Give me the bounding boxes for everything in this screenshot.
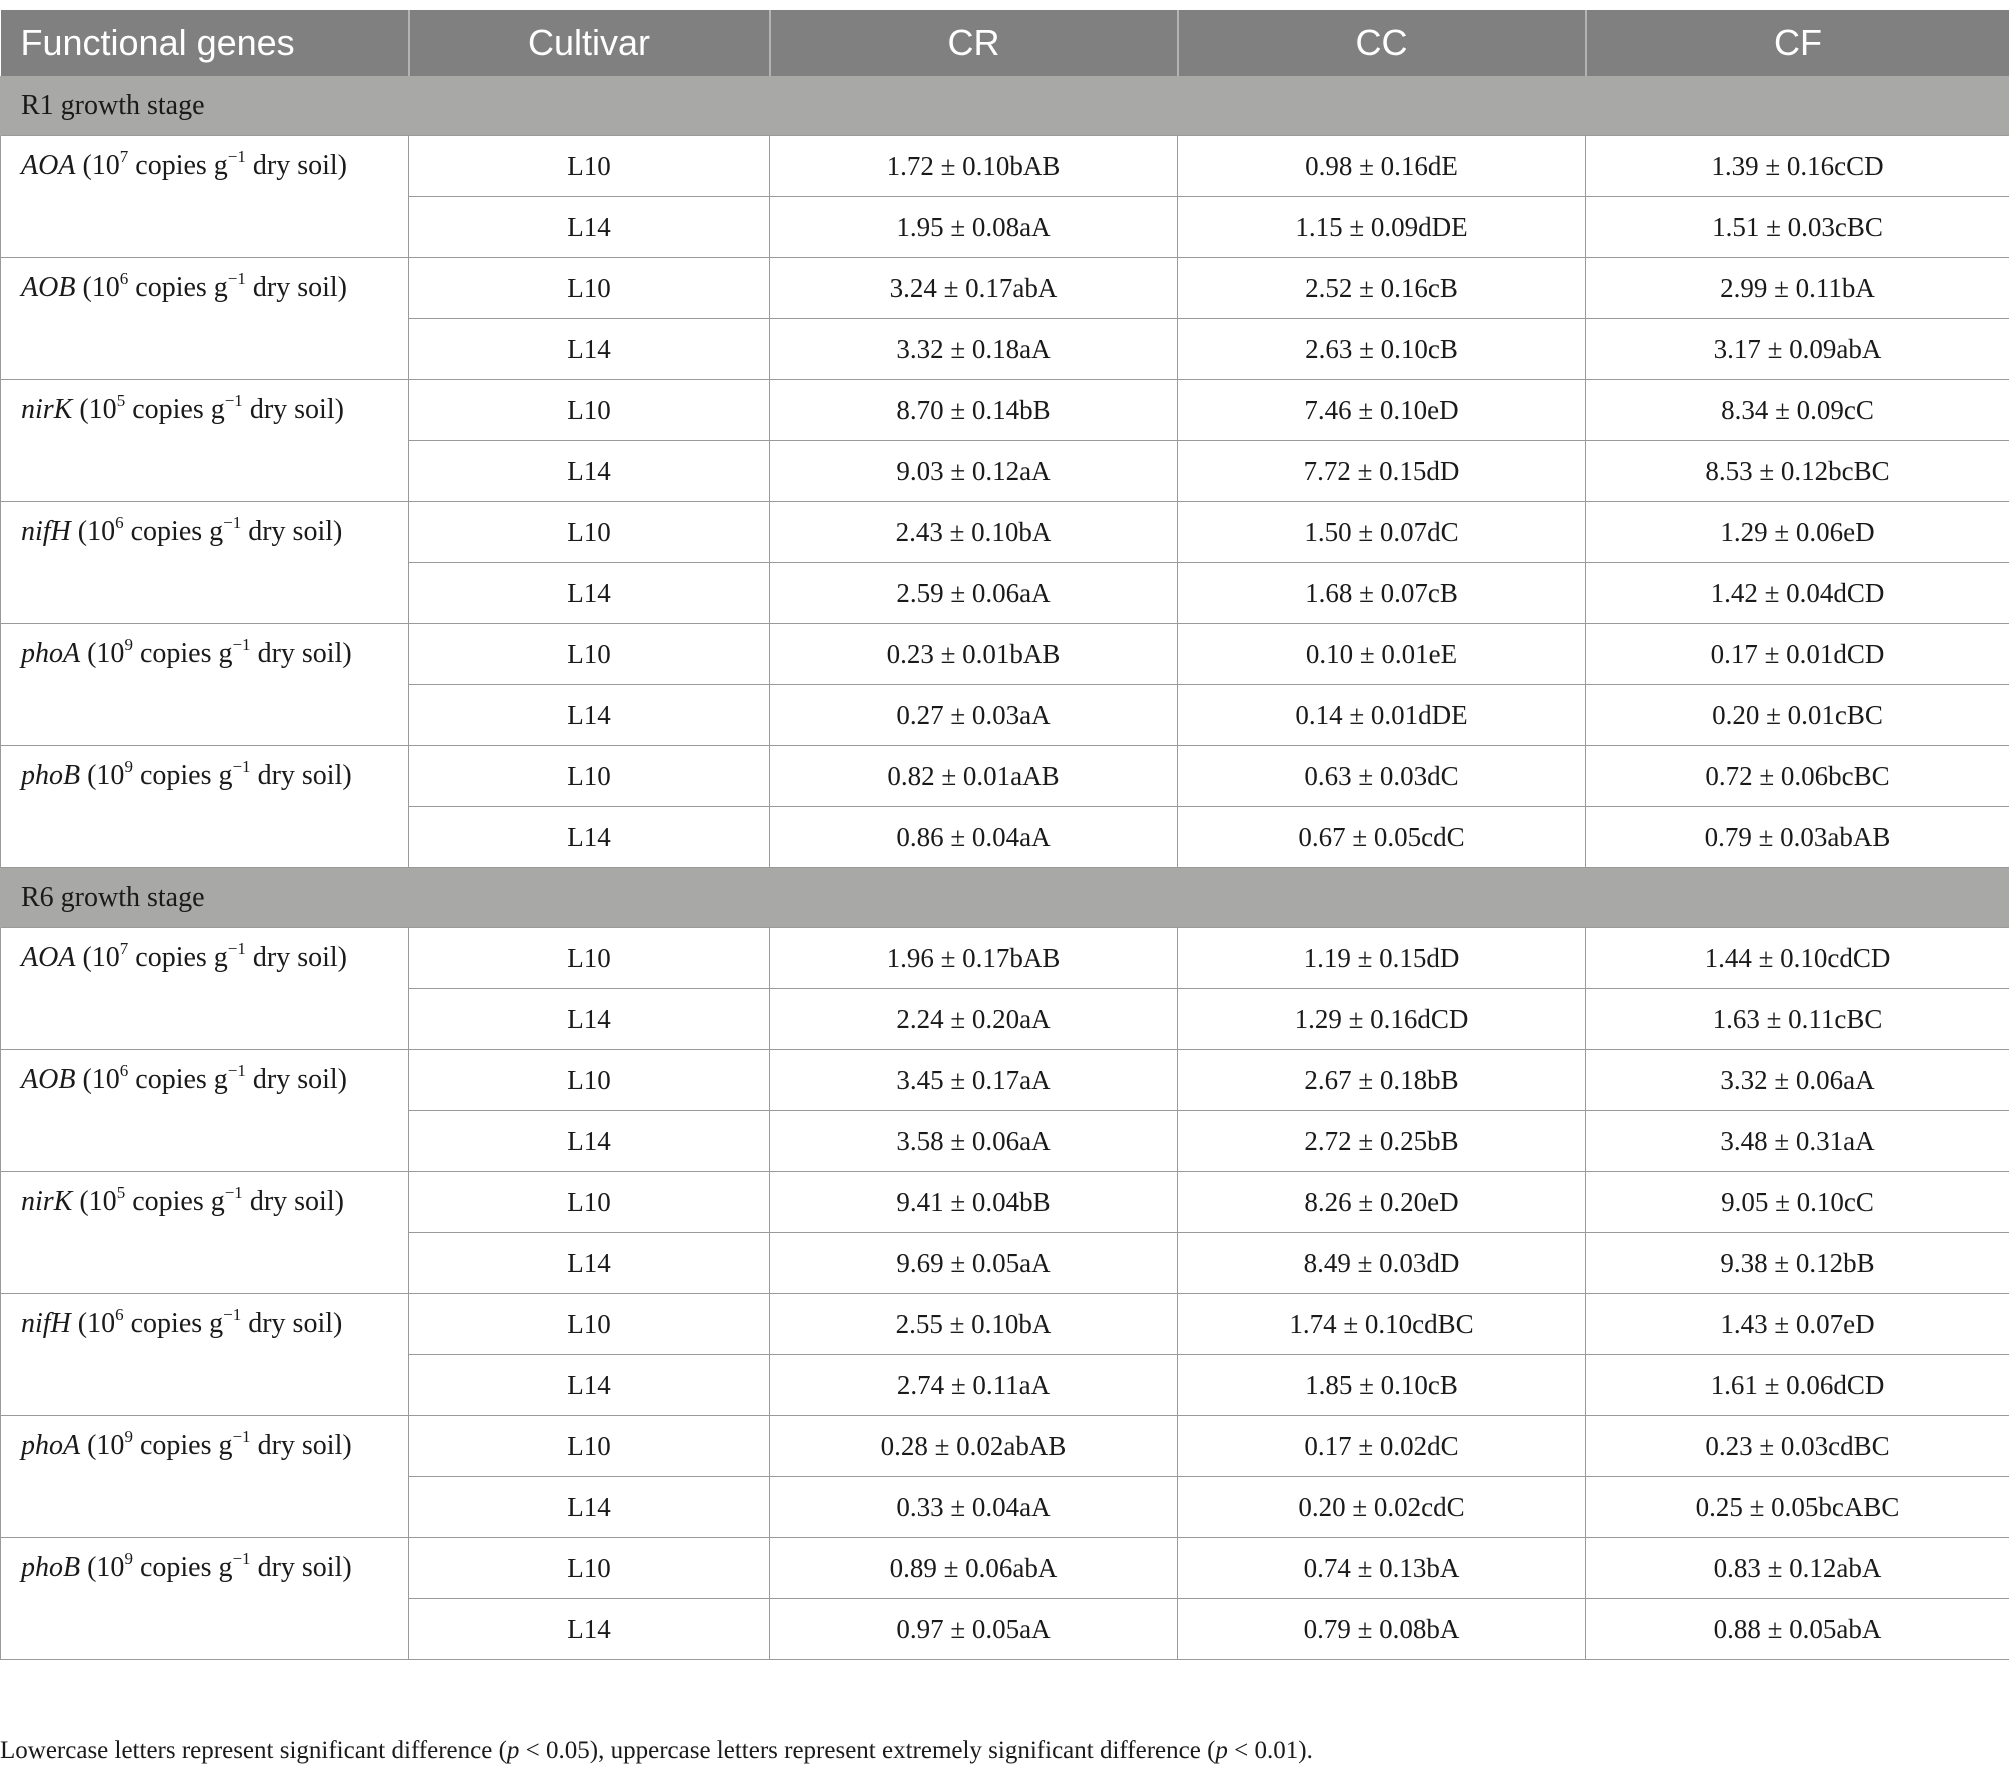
- gene-unit-post: dry soil): [245, 942, 347, 973]
- cultivar-cell: L14: [409, 1599, 770, 1660]
- cultivar-cell: L10: [409, 1050, 770, 1111]
- cf-value-cell: 2.99 ± 0.11bA: [1586, 258, 2009, 319]
- footnote-part1: Lowercase letters represent significant difference (: [0, 1737, 507, 1764]
- gene-unit-pre: (10: [70, 516, 116, 547]
- gene-unit-mid: copies g: [132, 1552, 233, 1583]
- cr-value-cell: 1.72 ± 0.10bAB: [770, 136, 1178, 197]
- cultivar-cell: L14: [409, 563, 770, 624]
- cr-value-cell: 0.86 ± 0.04aA: [770, 807, 1178, 868]
- cr-value-cell: 9.41 ± 0.04bB: [770, 1172, 1178, 1233]
- cr-value-cell: 2.59 ± 0.06aA: [770, 563, 1178, 624]
- gene-name: AOB: [21, 272, 76, 303]
- gene-name: AOB: [21, 1064, 76, 1095]
- cr-value-cell: 1.95 ± 0.08aA: [770, 197, 1178, 258]
- gene-unit-exponent: 5: [116, 1183, 126, 1202]
- gene-unit-exponent: 6: [115, 1305, 124, 1324]
- gene-unit-pre: (10: [80, 760, 125, 791]
- cc-value-cell: 1.50 ± 0.07dC: [1178, 502, 1586, 563]
- cc-value-cell: 0.14 ± 0.01dDE: [1178, 685, 1586, 746]
- cf-value-cell: 1.43 ± 0.07eD: [1586, 1294, 2009, 1355]
- cr-value-cell: 8.70 ± 0.14bB: [770, 380, 1178, 441]
- table-row: [1, 136, 2009, 197]
- gene-unit-pre: (10: [72, 1186, 117, 1217]
- cultivar-cell: L10: [409, 1172, 770, 1233]
- gene-name: phoB: [21, 760, 81, 791]
- cf-value-cell: 8.34 ± 0.09cC: [1586, 380, 2009, 441]
- cr-value-cell: 3.58 ± 0.06aA: [770, 1111, 1178, 1172]
- footnote-p1: p: [506, 1737, 520, 1764]
- gene-unit-neg-exponent: −1: [224, 1183, 243, 1202]
- gene-unit-exponent: 6: [115, 513, 124, 532]
- cf-value-cell: 0.17 ± 0.01dCD: [1586, 624, 2009, 685]
- cultivar-cell: L14: [409, 807, 770, 868]
- gene-unit-pre: (10: [72, 394, 117, 425]
- section-row: [1, 868, 2009, 928]
- cr-value-cell: 0.33 ± 0.04aA: [770, 1477, 1178, 1538]
- cr-value-cell: 0.27 ± 0.03aA: [770, 685, 1178, 746]
- gene-label: [1, 1538, 409, 1660]
- cc-value-cell: 0.74 ± 0.13bA: [1178, 1538, 1586, 1599]
- gene-unit-pre: (10: [80, 638, 125, 669]
- gene-unit-pre: (10: [70, 1308, 116, 1339]
- gene-name: nifH: [21, 1308, 71, 1339]
- gene-unit-neg-exponent: −1: [232, 1549, 251, 1568]
- gene-name: phoA: [21, 1430, 81, 1461]
- gene-unit-mid: copies g: [128, 942, 228, 973]
- cultivar-cell: L14: [409, 1477, 770, 1538]
- section-row: [1, 76, 2009, 136]
- cultivar-cell: L10: [409, 380, 770, 441]
- gene-unit-post: dry soil): [242, 394, 344, 425]
- header-cf: CF: [1586, 10, 2009, 76]
- cc-value-cell: 0.79 ± 0.08bA: [1178, 1599, 1586, 1660]
- table-row: [1, 502, 2009, 563]
- cc-value-cell: 0.98 ± 0.16dE: [1178, 136, 1586, 197]
- cf-value-cell: 0.72 ± 0.06bcBC: [1586, 746, 2009, 807]
- cultivar-cell: L10: [409, 258, 770, 319]
- cc-value-cell: 0.20 ± 0.02cdC: [1178, 1477, 1586, 1538]
- footnote-p2: p: [1215, 1737, 1228, 1764]
- gene-unit-post: dry soil): [241, 1308, 343, 1339]
- cultivar-cell: L14: [409, 1233, 770, 1294]
- gene-unit-pre: (10: [75, 1064, 120, 1095]
- section-title: R6 growth stage: [1, 868, 2009, 928]
- gene-unit-exponent: 7: [119, 147, 129, 166]
- cr-value-cell: 1.96 ± 0.17bAB: [770, 928, 1178, 989]
- cc-value-cell: 0.67 ± 0.05cdC: [1178, 807, 1586, 868]
- gene-unit-exponent: 5: [116, 391, 126, 410]
- table-row: [1, 380, 2009, 441]
- cr-value-cell: 0.82 ± 0.01aAB: [770, 746, 1178, 807]
- gene-unit-exponent: 6: [119, 1061, 129, 1080]
- gene-unit-mid: copies g: [132, 760, 233, 791]
- gene-unit-mid: copies g: [128, 272, 228, 303]
- gene-unit-neg-exponent: −1: [232, 635, 251, 654]
- gene-label: [1, 624, 409, 746]
- gene-unit-post: dry soil): [250, 638, 352, 669]
- cultivar-cell: L10: [409, 746, 770, 807]
- cf-value-cell: 1.44 ± 0.10cdCD: [1586, 928, 2009, 989]
- cc-value-cell: 1.29 ± 0.16dCD: [1178, 989, 1586, 1050]
- gene-label: [1, 1050, 409, 1172]
- cc-value-cell: 1.85 ± 0.10cB: [1178, 1355, 1586, 1416]
- cr-value-cell: 2.43 ± 0.10bA: [770, 502, 1178, 563]
- cf-value-cell: 3.17 ± 0.09abA: [1586, 319, 2009, 380]
- cf-value-cell: 1.42 ± 0.04dCD: [1586, 563, 2009, 624]
- gene-name: AOA: [21, 150, 76, 181]
- gene-unit-pre: (10: [80, 1552, 125, 1583]
- cultivar-cell: L14: [409, 1355, 770, 1416]
- gene-unit-post: dry soil): [245, 150, 347, 181]
- gene-label: [1, 136, 409, 258]
- header-row: [1, 10, 2009, 76]
- cf-value-cell: 1.39 ± 0.16cCD: [1586, 136, 2009, 197]
- cr-value-cell: 0.89 ± 0.06abA: [770, 1538, 1178, 1599]
- gene-unit-mid: copies g: [123, 1308, 224, 1339]
- cultivar-cell: L14: [409, 685, 770, 746]
- cultivar-cell: L10: [409, 1294, 770, 1355]
- table-row: [1, 1050, 2009, 1111]
- table-row: [1, 746, 2009, 807]
- gene-unit-neg-exponent: −1: [232, 1427, 251, 1446]
- cultivar-cell: L14: [409, 441, 770, 502]
- gene-unit-neg-exponent: −1: [227, 147, 246, 166]
- cultivar-cell: L10: [409, 136, 770, 197]
- section-title: R1 growth stage: [1, 76, 2009, 136]
- table-row: [1, 1172, 2009, 1233]
- gene-label: [1, 258, 409, 380]
- cc-value-cell: 8.49 ± 0.03dD: [1178, 1233, 1586, 1294]
- cf-value-cell: 9.05 ± 0.10cC: [1586, 1172, 2009, 1233]
- gene-unit-exponent: 9: [124, 1549, 133, 1568]
- cultivar-cell: L14: [409, 197, 770, 258]
- cf-value-cell: 0.20 ± 0.01cBC: [1586, 685, 2009, 746]
- cultivar-cell: L10: [409, 928, 770, 989]
- cf-value-cell: 8.53 ± 0.12bcBC: [1586, 441, 2009, 502]
- gene-unit-post: dry soil): [241, 516, 343, 547]
- gene-unit-mid: copies g: [125, 394, 225, 425]
- cultivar-cell: L10: [409, 1416, 770, 1477]
- gene-label: [1, 380, 409, 502]
- table-row: [1, 1294, 2009, 1355]
- table-row: [1, 624, 2009, 685]
- gene-unit-post: dry soil): [250, 760, 352, 791]
- cf-value-cell: 3.32 ± 0.06aA: [1586, 1050, 2009, 1111]
- cr-value-cell: 2.24 ± 0.20aA: [770, 989, 1178, 1050]
- functional-genes-table: [0, 10, 2009, 1660]
- cf-value-cell: 1.63 ± 0.11cBC: [1586, 989, 2009, 1050]
- table-row: [1, 1416, 2009, 1477]
- gene-name: nifH: [21, 516, 71, 547]
- cr-value-cell: 9.69 ± 0.05aA: [770, 1233, 1178, 1294]
- cc-value-cell: 7.72 ± 0.15dD: [1178, 441, 1586, 502]
- cc-value-cell: 2.52 ± 0.16cB: [1178, 258, 1586, 319]
- cf-value-cell: 0.88 ± 0.05abA: [1586, 1599, 2009, 1660]
- cr-value-cell: 9.03 ± 0.12aA: [770, 441, 1178, 502]
- gene-label: [1, 746, 409, 868]
- footnote-part3: < 0.01).: [1227, 1737, 1313, 1764]
- table-container: [0, 10, 2009, 1660]
- gene-unit-mid: copies g: [132, 638, 233, 669]
- cultivar-cell: L14: [409, 1111, 770, 1172]
- gene-unit-pre: (10: [80, 1430, 125, 1461]
- header-cultivar: Cultivar: [409, 10, 770, 76]
- cultivar-cell: L10: [409, 502, 770, 563]
- gene-unit-mid: copies g: [128, 1064, 228, 1095]
- footnote-part2: < 0.05), uppercase letters represent extremely significant difference (: [519, 1737, 1216, 1764]
- cc-value-cell: 7.46 ± 0.10eD: [1178, 380, 1586, 441]
- gene-unit-neg-exponent: −1: [223, 1305, 242, 1324]
- gene-unit-post: dry soil): [245, 272, 347, 303]
- cr-value-cell: 3.45 ± 0.17aA: [770, 1050, 1178, 1111]
- gene-unit-exponent: 9: [124, 757, 133, 776]
- cc-value-cell: 1.74 ± 0.10cdBC: [1178, 1294, 1586, 1355]
- cf-value-cell: 3.48 ± 0.31aA: [1586, 1111, 2009, 1172]
- table-row: [1, 928, 2009, 989]
- cf-value-cell: 1.51 ± 0.03cBC: [1586, 197, 2009, 258]
- header-cc: CC: [1178, 10, 1586, 76]
- cr-value-cell: 2.74 ± 0.11aA: [770, 1355, 1178, 1416]
- gene-label: [1, 1172, 409, 1294]
- gene-unit-post: dry soil): [242, 1186, 344, 1217]
- cr-value-cell: 0.97 ± 0.05aA: [770, 1599, 1178, 1660]
- gene-unit-post: dry soil): [250, 1552, 352, 1583]
- cf-value-cell: 0.83 ± 0.12abA: [1586, 1538, 2009, 1599]
- gene-unit-pre: (10: [75, 942, 120, 973]
- cc-value-cell: 8.26 ± 0.20eD: [1178, 1172, 1586, 1233]
- cf-value-cell: 0.23 ± 0.03cdBC: [1586, 1416, 2009, 1477]
- cultivar-cell: L10: [409, 1538, 770, 1599]
- cc-value-cell: 0.17 ± 0.02dC: [1178, 1416, 1586, 1477]
- gene-unit-exponent: 7: [119, 939, 129, 958]
- cc-value-cell: 1.19 ± 0.15dD: [1178, 928, 1586, 989]
- gene-unit-exponent: 9: [124, 635, 133, 654]
- cr-value-cell: 0.28 ± 0.02abAB: [770, 1416, 1178, 1477]
- cultivar-cell: L10: [409, 624, 770, 685]
- gene-name: phoB: [21, 1552, 81, 1583]
- gene-unit-exponent: 9: [124, 1427, 133, 1446]
- header-functional-genes: Functional genes: [1, 10, 409, 76]
- gene-label: [1, 1294, 409, 1416]
- gene-label: [1, 502, 409, 624]
- table-footnote: [0, 1737, 1313, 1765]
- cultivar-cell: L14: [409, 989, 770, 1050]
- gene-name: phoA: [21, 638, 81, 669]
- cr-value-cell: 3.32 ± 0.18aA: [770, 319, 1178, 380]
- cr-value-cell: 0.23 ± 0.01bAB: [770, 624, 1178, 685]
- table-row: [1, 1538, 2009, 1599]
- gene-unit-neg-exponent: −1: [223, 513, 242, 532]
- cf-value-cell: 9.38 ± 0.12bB: [1586, 1233, 2009, 1294]
- gene-unit-neg-exponent: −1: [224, 391, 243, 410]
- gene-unit-post: dry soil): [250, 1430, 352, 1461]
- cf-value-cell: 0.79 ± 0.03abAB: [1586, 807, 2009, 868]
- header-cr: CR: [770, 10, 1178, 76]
- cultivar-cell: L14: [409, 319, 770, 380]
- table-row: [1, 258, 2009, 319]
- gene-unit-neg-exponent: −1: [227, 269, 246, 288]
- cc-value-cell: 1.15 ± 0.09dDE: [1178, 197, 1586, 258]
- cr-value-cell: 3.24 ± 0.17abA: [770, 258, 1178, 319]
- cc-value-cell: 2.72 ± 0.25bB: [1178, 1111, 1586, 1172]
- gene-unit-mid: copies g: [125, 1186, 225, 1217]
- gene-unit-neg-exponent: −1: [232, 757, 251, 776]
- gene-label: [1, 1416, 409, 1538]
- gene-unit-mid: copies g: [128, 150, 228, 181]
- cf-value-cell: 1.29 ± 0.06eD: [1586, 502, 2009, 563]
- gene-unit-neg-exponent: −1: [227, 939, 246, 958]
- gene-name: nirK: [21, 1186, 73, 1217]
- gene-name: nirK: [21, 394, 73, 425]
- cr-value-cell: 2.55 ± 0.10bA: [770, 1294, 1178, 1355]
- cc-value-cell: 1.68 ± 0.07cB: [1178, 563, 1586, 624]
- gene-unit-mid: copies g: [132, 1430, 233, 1461]
- cc-value-cell: 2.67 ± 0.18bB: [1178, 1050, 1586, 1111]
- gene-unit-post: dry soil): [245, 1064, 347, 1095]
- table-body: [1, 76, 2009, 1660]
- gene-label: [1, 928, 409, 1050]
- cc-value-cell: 2.63 ± 0.10cB: [1178, 319, 1586, 380]
- cc-value-cell: 0.63 ± 0.03dC: [1178, 746, 1586, 807]
- gene-unit-neg-exponent: −1: [227, 1061, 246, 1080]
- gene-unit-pre: (10: [75, 272, 120, 303]
- gene-name: AOA: [21, 942, 76, 973]
- cf-value-cell: 1.61 ± 0.06dCD: [1586, 1355, 2009, 1416]
- cf-value-cell: 0.25 ± 0.05bcABC: [1586, 1477, 2009, 1538]
- gene-unit-exponent: 6: [119, 269, 129, 288]
- gene-unit-pre: (10: [75, 150, 120, 181]
- gene-unit-mid: copies g: [123, 516, 224, 547]
- cc-value-cell: 0.10 ± 0.01eE: [1178, 624, 1586, 685]
